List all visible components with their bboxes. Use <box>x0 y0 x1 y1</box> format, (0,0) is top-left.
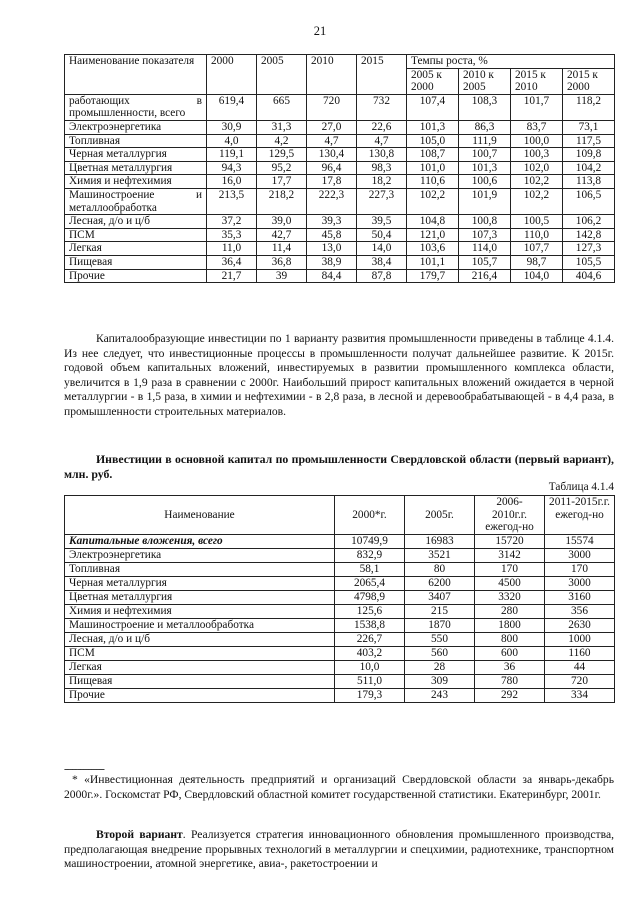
t1-cell: 119,1 <box>207 148 257 162</box>
t1-cell: 113,8 <box>563 175 615 189</box>
t2-row-name: Лесная, д/о и ц/б <box>65 632 335 646</box>
t1-cell: 105,0 <box>407 134 459 148</box>
t2-cell: 10749,9 <box>335 534 405 548</box>
t1-cell: 118,2 <box>563 94 615 120</box>
t2-cell: 356 <box>545 604 615 618</box>
t2-cell: 309 <box>405 674 475 688</box>
t1-cell: 95,2 <box>257 161 307 175</box>
t2-row <box>65 688 615 702</box>
t1-cell: 104,2 <box>563 161 615 175</box>
t1-cell: 98,7 <box>511 255 563 269</box>
t1-row <box>65 148 615 162</box>
t1-cell: 31,3 <box>257 120 307 134</box>
t1-cell: 107,7 <box>511 242 563 256</box>
t2-row-name: ПСМ <box>65 646 335 660</box>
t1-cell: 121,0 <box>407 228 459 242</box>
t2-row <box>65 618 615 632</box>
t2-cell: 780 <box>475 674 545 688</box>
t1-header-year: 2005 <box>257 55 307 95</box>
page-number: 21 <box>313 24 327 38</box>
t1-cell: 84,4 <box>307 269 357 283</box>
t1-cell: 98,3 <box>357 161 407 175</box>
t1-cell: 11,4 <box>257 242 307 256</box>
t1-cell: 222,3 <box>307 188 357 214</box>
t1-cell: 39 <box>257 269 307 283</box>
t1-row-name: Прочие <box>65 269 207 283</box>
t1-cell: 106,2 <box>563 215 615 229</box>
t2-cell: 6200 <box>405 576 475 590</box>
t2-cell: 44 <box>545 660 615 674</box>
t1-cell: 104,0 <box>511 269 563 283</box>
t2-cell: 16983 <box>405 534 475 548</box>
t2-row-name: Цветная металлургия <box>65 590 335 604</box>
t1-cell: 4,0 <box>207 134 257 148</box>
t1-row-name: Электроэнергетика <box>65 120 207 134</box>
t1-cell: 110,6 <box>407 175 459 189</box>
t1-growth-col: 2010 к 2005 <box>459 68 511 94</box>
t1-cell: 100,5 <box>511 215 563 229</box>
t1-cell: 94,3 <box>207 161 257 175</box>
t2-cell: 125,6 <box>335 604 405 618</box>
t1-cell: 619,4 <box>207 94 257 120</box>
t2-cell: 36 <box>475 660 545 674</box>
t2-cell: 215 <box>405 604 475 618</box>
t1-row-name: Пищевая <box>65 255 207 269</box>
t1-row <box>65 94 615 120</box>
t1-cell: 108,7 <box>407 148 459 162</box>
t1-cell: 213,5 <box>207 188 257 214</box>
t2-row-name: Легкая <box>65 660 335 674</box>
t1-cell: 17,7 <box>257 175 307 189</box>
t1-cell: 73,1 <box>563 120 615 134</box>
t2-row <box>65 534 615 548</box>
t2-cell: 4500 <box>475 576 545 590</box>
investment-table <box>64 495 615 703</box>
t1-body <box>65 94 615 282</box>
t1-cell: 665 <box>257 94 307 120</box>
t1-cell: 218,2 <box>257 188 307 214</box>
footnote-separator: --------------- <box>64 763 104 775</box>
t1-row <box>65 255 615 269</box>
t1-growth-col: 2015 к 2010 <box>511 68 563 94</box>
t2-cell: 179,3 <box>335 688 405 702</box>
employment-table <box>64 54 615 283</box>
t2-cell: 170 <box>475 562 545 576</box>
t2-row-name: Черная металлургия <box>65 576 335 590</box>
t1-cell: 732 <box>357 94 407 120</box>
t1-cell: 96,4 <box>307 161 357 175</box>
t1-row <box>65 161 615 175</box>
t1-cell: 45,8 <box>307 228 357 242</box>
t2-cell: 800 <box>475 632 545 646</box>
t2-cell: 1800 <box>475 618 545 632</box>
t1-growth-col: 2005 к 2000 <box>407 68 459 94</box>
t1-growth-col: 2015 к 2000 <box>563 68 615 94</box>
t1-cell: 108,3 <box>459 94 511 120</box>
t2-header-col: 2011-2015г.г. ежегод-но <box>545 496 615 535</box>
t2-cell: 3000 <box>545 548 615 562</box>
t1-cell: 13,0 <box>307 242 357 256</box>
t1-cell: 101,0 <box>407 161 459 175</box>
t1-cell: 30,9 <box>207 120 257 134</box>
t2-cell: 511,0 <box>335 674 405 688</box>
t2-row <box>65 590 615 604</box>
t2-cell: 292 <box>475 688 545 702</box>
t1-cell: 227,3 <box>357 188 407 214</box>
t1-cell: 101,9 <box>459 188 511 214</box>
t1-cell: 39,3 <box>307 215 357 229</box>
t1-row-name: Топливная <box>65 134 207 148</box>
t1-cell: 36,4 <box>207 255 257 269</box>
t1-cell: 86,3 <box>459 120 511 134</box>
t2-cell: 15720 <box>475 534 545 548</box>
t2-row <box>65 674 615 688</box>
footnote: * «Инвестиционная деятельность предприятий и организаций Свердловской области за январь-декабрь 2000г.». Госкомстат РФ, Свердловский областной комитет государственной статистики. Екатеринбург, 2001г. <box>64 773 614 801</box>
table2-title: Инвестиции в основной капитал по промышленности Свердловской области (первый вариант), млн. руб. <box>64 452 614 481</box>
t1-cell: 11,0 <box>207 242 257 256</box>
t1-row <box>65 188 615 214</box>
t1-cell: 101,3 <box>407 120 459 134</box>
t1-row <box>65 175 615 189</box>
t2-row <box>65 660 615 674</box>
t2-cell: 1000 <box>545 632 615 646</box>
t1-cell: 107,3 <box>459 228 511 242</box>
t2-cell: 3142 <box>475 548 545 562</box>
t1-cell: 37,2 <box>207 215 257 229</box>
t1-cell: 117,5 <box>563 134 615 148</box>
t1-row <box>65 215 615 229</box>
t1-cell: 720 <box>307 94 357 120</box>
t1-cell: 102,2 <box>407 188 459 214</box>
t1-row <box>65 242 615 256</box>
t2-cell: 226,7 <box>335 632 405 646</box>
paragraph-1: Капиталообразующие инвестиции по 1 варианту развития промышленности приведены в таблице 4.1.4. Из нее следует, что инвестиционные процессы в промышленности получат дальнейшее развитие. К 2015г. годовой объем капитальных вложений, инвестируемых в развитии промышленного комплекса области, увеличится в 1,9 раза в сравнении с 2000г. Наибольший прирост капитальных вложений ожидается в черной металлургии - в 1,5 раза, в химии и нефтехимии - в 2,8 раза, в лесной и деревообрабатывающей - в 4,4 раза, в промышленности строительных материалов. <box>64 332 614 418</box>
t1-cell: 4,7 <box>357 134 407 148</box>
t1-row-name: Химия и нефтехимия <box>65 175 207 189</box>
paragraph-2 <box>64 828 614 872</box>
t2-cell: 3521 <box>405 548 475 562</box>
t1-cell: 130,8 <box>357 148 407 162</box>
t1-cell: 83,7 <box>511 120 563 134</box>
t1-row-name: Лесная, д/о и ц/б <box>65 215 207 229</box>
t2-row-name: Капитальные вложения, всего <box>65 534 335 548</box>
t2-row <box>65 548 615 562</box>
t2-cell: 1870 <box>405 618 475 632</box>
t1-header-name: Наименование показателя <box>65 55 207 95</box>
t1-cell: 100,7 <box>459 148 511 162</box>
t1-cell: 127,3 <box>563 242 615 256</box>
t1-cell: 107,4 <box>407 94 459 120</box>
t1-cell: 110,0 <box>511 228 563 242</box>
t1-row-name: Черная металлургия <box>65 148 207 162</box>
t1-cell: 42,7 <box>257 228 307 242</box>
t1-cell: 129,5 <box>257 148 307 162</box>
t2-header-col: 2000*г. <box>335 496 405 535</box>
t1-header-year: 2000 <box>207 55 257 95</box>
t2-cell: 80 <box>405 562 475 576</box>
t2-row-name: Химия и нефтехимия <box>65 604 335 618</box>
t2-row-name: Электроэнергетика <box>65 548 335 562</box>
t2-row-name: Машиностроение и металлообработка <box>65 618 335 632</box>
t1-cell: 87,8 <box>357 269 407 283</box>
table2-label: Таблица 4.1.4 <box>548 481 614 493</box>
t2-cell: 28 <box>405 660 475 674</box>
t1-cell: 101,7 <box>511 94 563 120</box>
t1-cell: 101,1 <box>407 255 459 269</box>
t1-header-year: 2010 <box>307 55 357 95</box>
t1-cell: 111,9 <box>459 134 511 148</box>
t1-row <box>65 228 615 242</box>
t2-cell: 550 <box>405 632 475 646</box>
t2-row <box>65 604 615 618</box>
t1-cell: 100,6 <box>459 175 511 189</box>
t1-cell: 102,2 <box>511 175 563 189</box>
t1-header-year: 2015 <box>357 55 407 95</box>
t1-cell: 130,4 <box>307 148 357 162</box>
t2-header-col: 2006-2010г.г. ежегод-но <box>475 496 545 535</box>
t1-row-name: работающих в промышленности, всего <box>65 94 207 120</box>
t1-cell: 22,6 <box>357 120 407 134</box>
t1-cell: 114,0 <box>459 242 511 256</box>
t2-row-name: Пищевая <box>65 674 335 688</box>
t1-cell: 105,7 <box>459 255 511 269</box>
t1-row <box>65 120 615 134</box>
t1-cell: 142,8 <box>563 228 615 242</box>
t1-cell: 106,5 <box>563 188 615 214</box>
t2-cell: 243 <box>405 688 475 702</box>
t2-cell: 2065,4 <box>335 576 405 590</box>
t2-cell: 3000 <box>545 576 615 590</box>
t1-cell: 102,0 <box>511 161 563 175</box>
t1-cell: 50,4 <box>357 228 407 242</box>
t2-body <box>65 534 615 702</box>
t1-cell: 105,5 <box>563 255 615 269</box>
t1-header-growth: Темпы роста, % <box>407 55 615 69</box>
t2-header-col: 2005г. <box>405 496 475 535</box>
t2-row-name: Топливная <box>65 562 335 576</box>
t1-cell: 39,5 <box>357 215 407 229</box>
t2-cell: 334 <box>545 688 615 702</box>
t1-cell: 100,8 <box>459 215 511 229</box>
t1-cell: 36,8 <box>257 255 307 269</box>
t1-cell: 216,4 <box>459 269 511 283</box>
t2-row <box>65 562 615 576</box>
t1-cell: 101,3 <box>459 161 511 175</box>
t1-cell: 14,0 <box>357 242 407 256</box>
t2-cell: 15574 <box>545 534 615 548</box>
t2-cell: 3160 <box>545 590 615 604</box>
t1-cell: 35,3 <box>207 228 257 242</box>
t1-cell: 16,0 <box>207 175 257 189</box>
t1-cell: 18,2 <box>357 175 407 189</box>
t1-row-name: ПСМ <box>65 228 207 242</box>
t1-cell: 21,7 <box>207 269 257 283</box>
t2-cell: 2630 <box>545 618 615 632</box>
t2-row <box>65 632 615 646</box>
t1-cell: 100,0 <box>511 134 563 148</box>
t1-cell: 102,2 <box>511 188 563 214</box>
t1-cell: 179,7 <box>407 269 459 283</box>
t2-row <box>65 646 615 660</box>
t1-cell: 38,9 <box>307 255 357 269</box>
t2-cell: 720 <box>545 674 615 688</box>
t2-cell: 832,9 <box>335 548 405 562</box>
paragraph-2-rest: . Реализуется стратегия инновационного обновления промышленного производства, предполагающая внедрение прорывных технологий в металлургии и спецхимии, радиотехнике, транспортном машиностроении, атомной энергетике, авиа-, ракетостроении и <box>64 828 614 871</box>
t2-cell: 170 <box>545 562 615 576</box>
t2-row-name: Прочие <box>65 688 335 702</box>
t2-row <box>65 576 615 590</box>
t1-cell: 39,0 <box>257 215 307 229</box>
paragraph-2-lead: Второй вариант <box>96 828 183 841</box>
t1-row <box>65 269 615 283</box>
t1-row-name: Машиностроение и металлообработка <box>65 188 207 214</box>
t2-cell: 560 <box>405 646 475 660</box>
t1-cell: 109,8 <box>563 148 615 162</box>
t1-cell: 404,6 <box>563 269 615 283</box>
t1-row-name: Цветная металлургия <box>65 161 207 175</box>
t1-cell: 100,3 <box>511 148 563 162</box>
t2-cell: 10,0 <box>335 660 405 674</box>
t2-header-name: Наименование <box>65 496 335 535</box>
t2-cell: 1538,8 <box>335 618 405 632</box>
t1-cell: 4,2 <box>257 134 307 148</box>
t1-cell: 27,0 <box>307 120 357 134</box>
t2-cell: 1160 <box>545 646 615 660</box>
t2-cell: 280 <box>475 604 545 618</box>
t2-cell: 4798,9 <box>335 590 405 604</box>
t1-cell: 17,8 <box>307 175 357 189</box>
t2-cell: 3320 <box>475 590 545 604</box>
t1-row-name: Легкая <box>65 242 207 256</box>
t2-cell: 58,1 <box>335 562 405 576</box>
t1-cell: 38,4 <box>357 255 407 269</box>
t2-cell: 403,2 <box>335 646 405 660</box>
t1-cell: 4,7 <box>307 134 357 148</box>
t2-cell: 600 <box>475 646 545 660</box>
t1-row <box>65 134 615 148</box>
t1-cell: 104,8 <box>407 215 459 229</box>
t1-cell: 103,6 <box>407 242 459 256</box>
t2-cell: 3407 <box>405 590 475 604</box>
